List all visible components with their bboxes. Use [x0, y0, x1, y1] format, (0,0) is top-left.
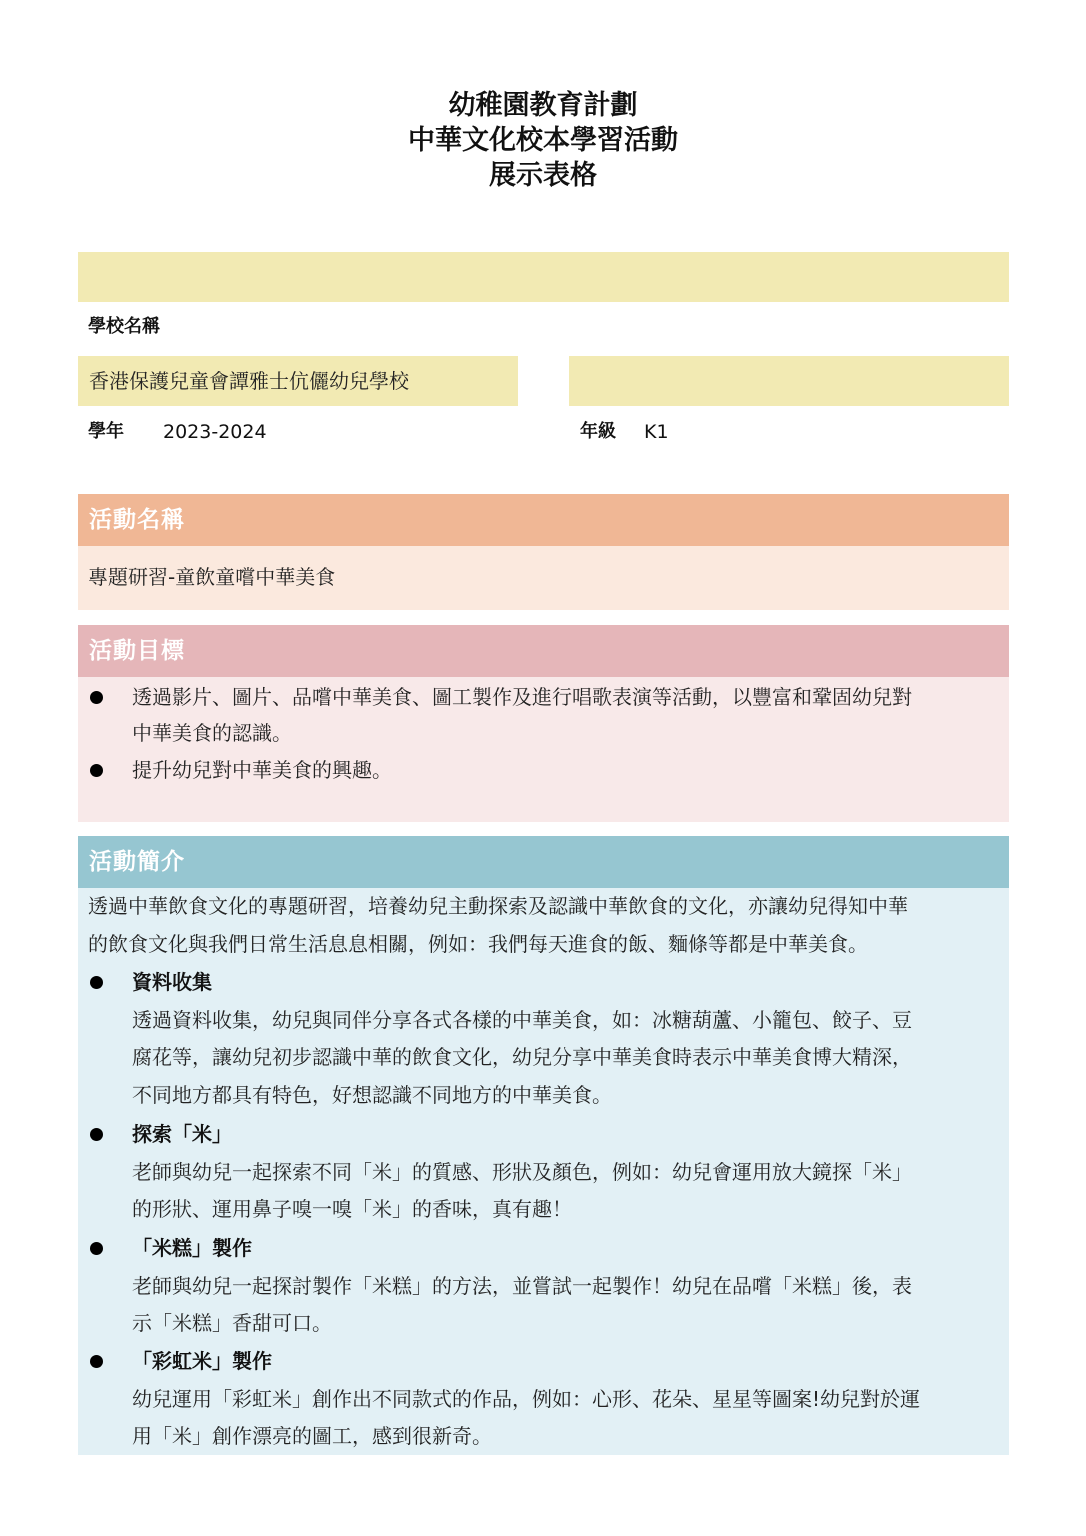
intro-line-2: 的飲食文化與我們日常生活息息相關，例如：我們每天進食的飯、麵條等都是中華美食。 [88, 932, 868, 956]
activity-goals-body [78, 677, 1009, 822]
title-line-1: 幼稚園教育計劃 [448, 90, 638, 121]
intro-item-1-line-1: 透過資料收集，幼兒與同伴分享各式各樣的中華美食，如：冰糖葫蘆、小籠包、餃子、豆 [132, 1008, 912, 1032]
bullet-icon [90, 1355, 103, 1368]
goal-2-line-1: 提升幼兒對中華美食的興趣。 [132, 758, 392, 782]
title-line-3: 展示表格 [489, 160, 597, 191]
activity-intro-body [78, 888, 1009, 1455]
school-name-label: 學校名稱 [88, 316, 160, 337]
activity-goals-heading: 活動目標 [78, 625, 1009, 677]
intro-item-2-title: 探索「米」 [132, 1122, 232, 1146]
activity-intro-heading: 活動簡介 [78, 836, 1009, 888]
bullet-icon [90, 976, 103, 989]
intro-item-4-title: 「彩虹米」製作 [132, 1349, 272, 1373]
activity-name-body [78, 546, 1009, 610]
bullet-icon [90, 1242, 103, 1255]
intro-item-1-line-2: 腐花等，讓幼兒初步認識中華的飲食文化，幼兒分享中華美食時表示中華美食博大精深， [132, 1045, 912, 1069]
blank-field-right [569, 356, 1009, 406]
intro-line-1: 透過中華飲食文化的專題研習，培養幼兒主動探索及認識中華飲食的文化，亦讓幼兒得知中華 [88, 894, 908, 918]
intro-item-1-line-3: 不同地方都具有特色，好想認識不同地方的中華美食。 [132, 1083, 612, 1107]
intro-item-2-line-2: 的形狀、運用鼻子嗅一嗅「米」的香味，真有趣！ [132, 1197, 572, 1221]
grade-label: 年級 [580, 421, 616, 442]
intro-item-3-title: 「米糕」製作 [132, 1236, 252, 1260]
activity-name-heading: 活動名稱 [78, 494, 1009, 546]
intro-item-3-line-1: 老師與幼兒一起探討製作「米糕」的方法，並嘗試一起製作！幼兒在品嚐「米糕」後，表 [132, 1274, 912, 1298]
intro-item-4-line-2: 用「米」創作漂亮的圖工，感到很新奇。 [132, 1424, 492, 1448]
bullet-icon [90, 1128, 103, 1141]
page-title [0, 88, 1086, 193]
goal-1-line-2: 中華美食的認識。 [132, 721, 292, 745]
school-year-label: 學年 [88, 421, 124, 442]
bullet-icon [90, 691, 103, 704]
school-name-value: 香港保護兒童會譚雅士伉儷幼兒學校 [89, 369, 409, 393]
intro-item-3-line-2: 示「米糕」香甜可口。 [132, 1311, 332, 1335]
goal-1-line-1: 透過影片、圖片、品嚐中華美食、圖工製作及進行唱歌表演等活動，以豐富和鞏固幼兒對 [132, 685, 912, 709]
grade-value: K1 [644, 421, 669, 443]
school-year-value: 2023-2024 [163, 421, 267, 443]
title-line-2: 中華文化校本學習活動 [408, 125, 678, 156]
blank-field-top [78, 252, 1009, 302]
activity-name-value: 專題研習-童飲童嚐中華美食 [88, 565, 336, 589]
intro-item-4-line-1: 幼兒運用「彩虹米」創作出不同款式的作品，例如：心形、花朵、星星等圖案!幼兒對於運 [132, 1387, 921, 1411]
bullet-icon [90, 764, 103, 777]
intro-item-1-title: 資料收集 [132, 970, 212, 994]
intro-item-2-line-1: 老師與幼兒一起探索不同「米」的質感、形狀及顏色，例如：幼兒會運用放大鏡探「米」 [132, 1160, 912, 1184]
